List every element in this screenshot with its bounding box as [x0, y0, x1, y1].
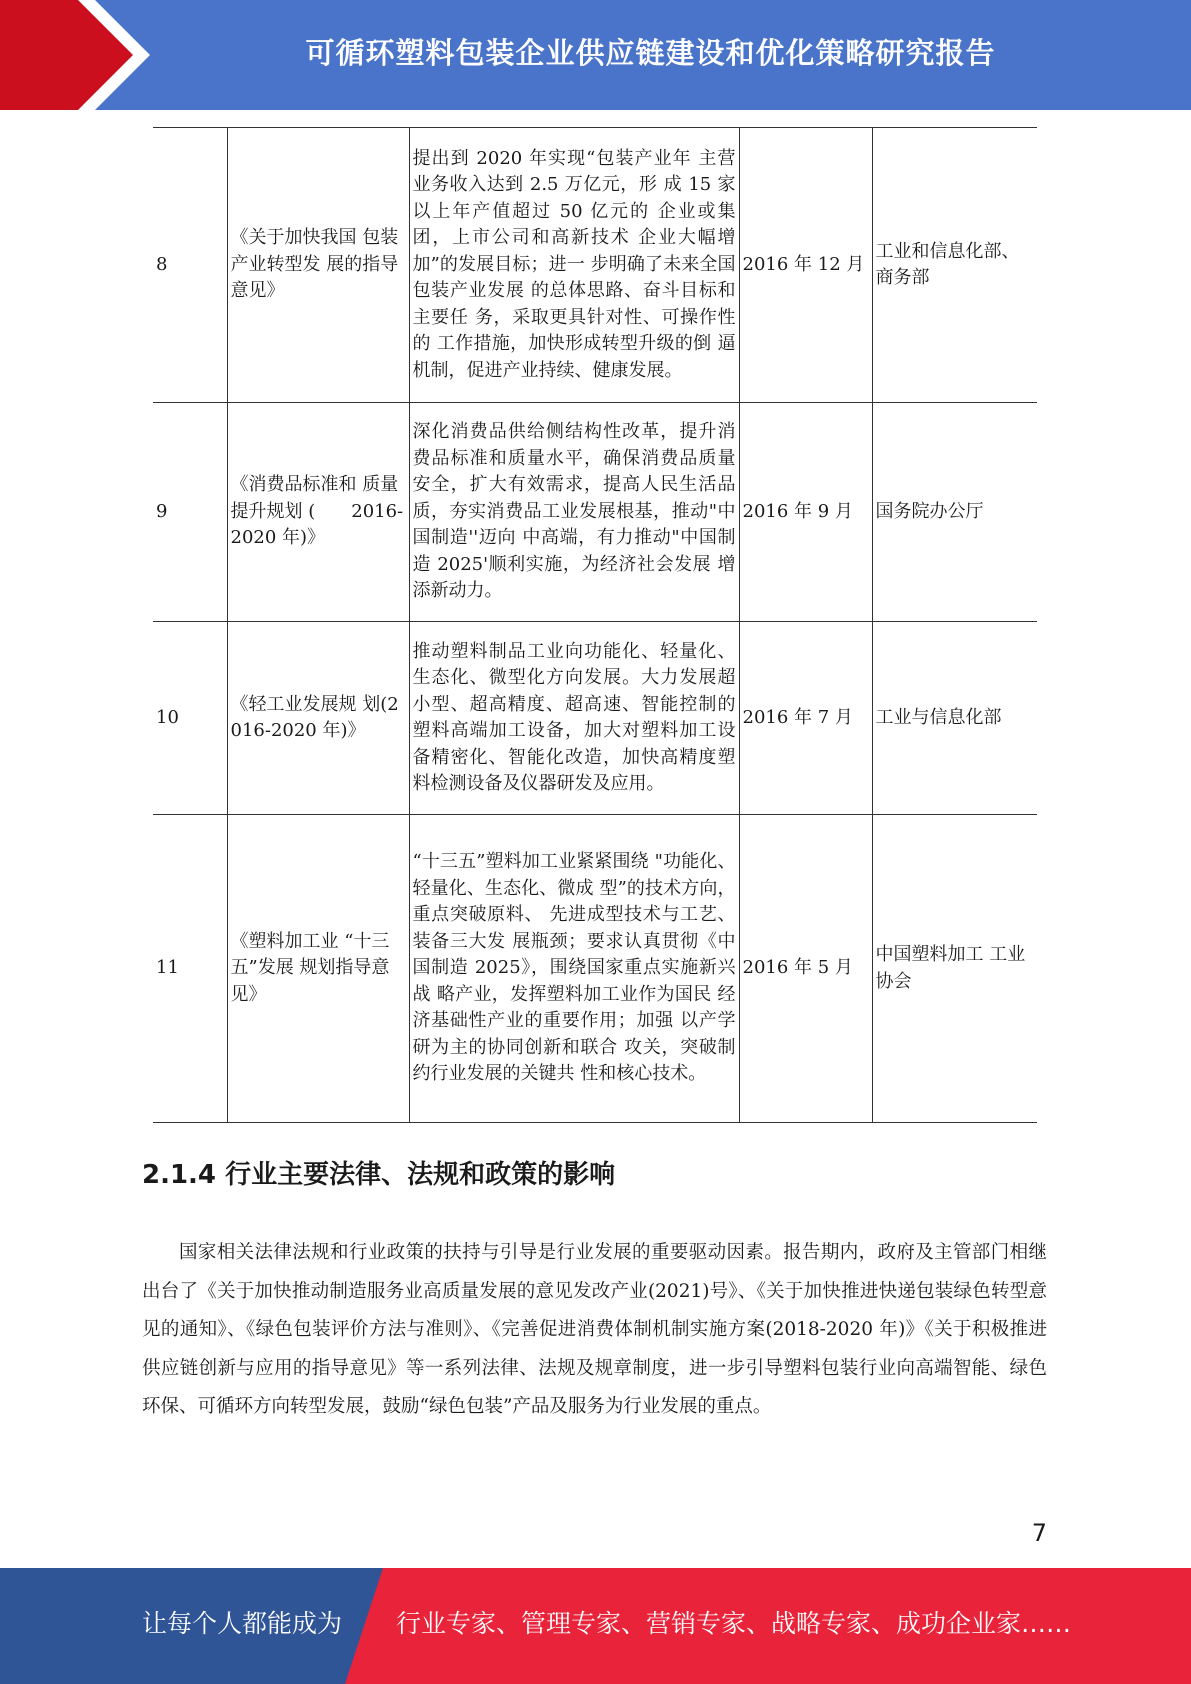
page-header	[0, 0, 1191, 110]
policy-content: 推动塑料制品工业向功能化、轻量化、生态化、微型化方向发展。大力发展超小型、超高精度、超高速、智能控制的塑料高端加工设备，加大对塑料加工设备精密化、智能化改造，加快高精度塑料检测设备及仪器研发及应用。	[409, 622, 739, 815]
row-number: 10	[153, 622, 227, 815]
page-footer	[0, 1568, 1191, 1684]
policy-name: 《轻工业发展规 划(2016-2020 年)》	[227, 622, 409, 815]
report-title: 可循环塑料包装企业供应链建设和优化策略研究报告	[305, 36, 996, 70]
row-number: 11	[153, 815, 227, 1123]
table-row	[153, 128, 1037, 403]
row-number: 8	[153, 128, 227, 403]
footer-slogan-left: 让每个人都能成为	[142, 1609, 343, 1638]
policy-content: 提出到 2020 年实现“包装产业年 主营业务收入达到 2.5 万亿元，形 成 15 家以上年产值超过 50 亿元的 企业或集团，上市公司和高新技术 企业大幅增加”的发展目标；进一 步明确了未来全国包装产业发展 的总体思路、奋斗目标和主要任 务，采取更具针对性、可操作性的 工作措施，加快形成转型升级的倒 逼机制，促进产业持续、健康发展。	[409, 128, 739, 403]
table-row	[153, 815, 1037, 1123]
row-number: 9	[153, 403, 227, 622]
issuing-department: 工业和信息化部、商务部	[872, 128, 1037, 403]
policy-content: “十三五”塑料加工业紧紧围绕 "功能化、轻量化、生态化、微成 型”的技术方向，重点突破原料、 先进成型技术与工艺、装备三大发 展瓶颈；要求认真贯彻《中国制造 2025》，围绕国家重点实施新兴战 略产业，发挥塑料加工业作为国民 经济基础性产业的重要作用；加强 以产学研为主的协同创新和联合 攻关，突破制约行业发展的关键共 性和核心技术。	[409, 815, 739, 1123]
issuing-department: 国务院办公厅	[872, 403, 1037, 622]
section-paragraph: 国家相关法律法规和行业政策的扶持与引导是行业发展的重要驱动因素。报告期内，政府及主管部门相继出台了《关于加快推动制造服务业高质量发展的意见发改产业(2021)号》、《关于加快推进快递包装绿色转型意见的通知》、《绿色包装评价方法与准则》、《完善促进消费体制机制实施方案(2018-2020 年)》《关于积极推进供应链创新与应用的指导意见》等一系列法律、法规及规章制度，进一步引导塑料包装行业向高端智能、绿色环保、可循环方向转型发展，鼓励“绿色包装”产品及服务为行业发展的重点。	[142, 1242, 1047, 1417]
table-row	[153, 403, 1037, 622]
header-arrow-decoration	[0, 0, 150, 110]
policy-name: 《消费品标准和 质量提升规划 ( 2016-2020 年)》	[227, 403, 409, 622]
issuing-department: 中国塑料加工 工业协会	[872, 815, 1037, 1123]
issue-date: 2016 年 12 月	[739, 128, 872, 403]
issue-date: 2016 年 9 月	[739, 403, 872, 622]
policy-name: 《关于加快我国 包装产业转型发 展的指导意见》	[227, 128, 409, 403]
policy-table	[153, 127, 1037, 1123]
issuing-department: 工业与信息化部	[872, 622, 1037, 815]
policy-name: 《塑料加工业 “十三五”发展 规划指导意见》	[227, 815, 409, 1123]
page-number: 7	[1031, 1519, 1047, 1547]
footer-slogan-right: 行业专家、管理专家、营销专家、战略专家、成功企业家……	[396, 1609, 1072, 1638]
table-row	[153, 622, 1037, 815]
issue-date: 2016 年 7 月	[739, 622, 872, 815]
issue-date: 2016 年 5 月	[739, 815, 872, 1123]
policy-content: 深化消费品供给侧结构性改革，提升消费品标准和质量水平，确保消费品质量安全，扩大有效需求，提高人民生活品质，夯实消费品工业发展根基，推动"中国制造''迈向 中高端，有力推动"中国制造 2025'顺利实施，为经济社会发展 增添新动力。	[409, 403, 739, 622]
section-heading: 2.1.4 行业主要法律、法规和政策的影响	[142, 1160, 616, 1190]
